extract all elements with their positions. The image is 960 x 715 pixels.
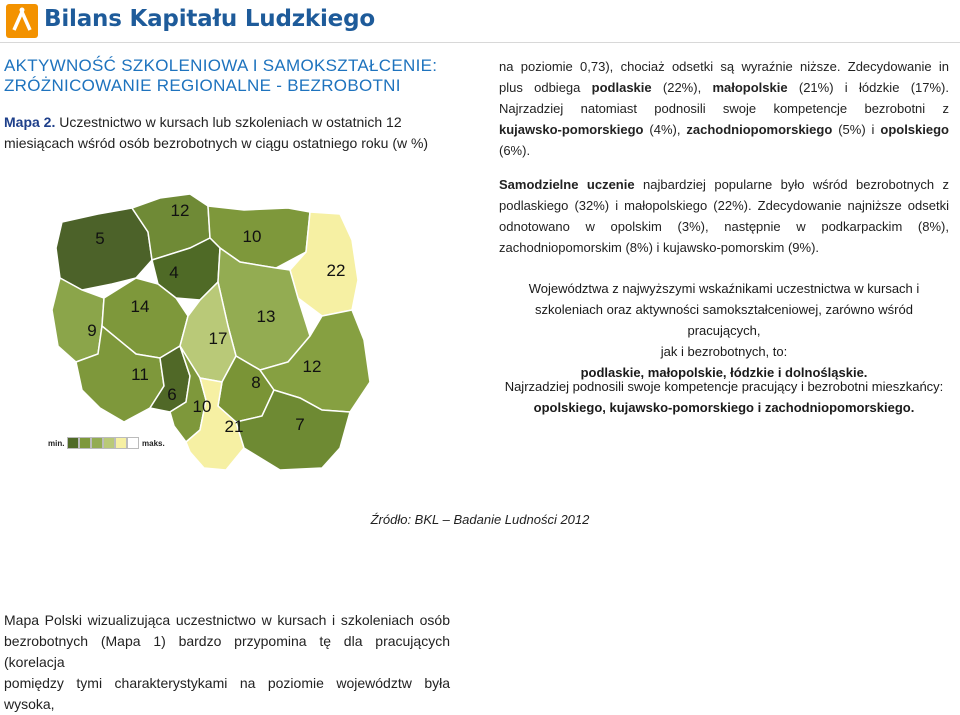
map-value-label: 10: [192, 397, 212, 416]
map-value-label: 5: [95, 229, 105, 248]
text-line: Województwa z najwyższymi wskaźnikami uczestnictwa w kursach i: [528, 281, 920, 296]
text-fragment: (21%) i łódzkie (17%).: [787, 80, 949, 95]
region-name-bold: zachodniopomorskiego: [686, 122, 833, 137]
poland-map: [40, 186, 420, 476]
text-line-bold: podlaskie, małopolskie, łódzkie i dolnośląskie.: [580, 365, 868, 380]
region-name-bold: małopolskie: [712, 80, 788, 95]
paragraph-bottom: [4, 610, 450, 715]
region-lubuskie: [52, 278, 104, 362]
legend-swatch: [91, 437, 103, 449]
map-value-label: 14: [130, 297, 150, 316]
text-fragment: (4%),: [643, 122, 687, 137]
legend-swatch: [79, 437, 91, 449]
text-line: Mapa Polski wizualizująca uczestnictwo w kursach i szkoleniach osób: [4, 612, 450, 628]
map-value-label: 10: [242, 227, 262, 246]
map-value-label: 21: [224, 417, 244, 436]
header: [0, 0, 960, 44]
text-line: na poziomie 0,73), chociaż odsetki są wyraźnie niższe. Zdecydowanie in: [499, 59, 949, 74]
text-fragment: plus odbiega: [499, 80, 592, 95]
text-line: pomiędzy tymi charakterystykami na poziomie województw była wysoka,: [4, 675, 450, 712]
map-value-label: 9: [87, 321, 97, 340]
map-value-label: 4: [169, 263, 179, 282]
text-line: Najrzadziej podnosili swoje kompetencje pracujący i bezrobotni mieszkańcy:: [504, 379, 944, 394]
legend-min-label: min.: [48, 439, 65, 448]
region-name-bold: kujawsko-pomorskiego: [499, 122, 644, 137]
legend-swatch: [67, 437, 79, 449]
paragraph-self-learning: [499, 174, 949, 258]
map-caption-label: Mapa 2.: [4, 114, 56, 130]
legend-swatch: [127, 437, 139, 449]
text-line: [499, 174, 949, 195]
map-value-label: 12: [302, 357, 322, 376]
source-note: Źródło: BKL – Badanie Ludności 2012: [370, 512, 590, 527]
text-fragment: najbardziej popularne było wśród bezrobotnych z: [634, 177, 949, 192]
text-line: (6%).: [499, 143, 531, 158]
map-value-label: 17: [208, 329, 228, 348]
map-value-label: 22: [326, 261, 346, 280]
highlight-box-top: [499, 278, 949, 383]
map-value-label: 8: [251, 373, 261, 392]
site-title[interactable]: Bilans Kapitału Ludzkiego: [44, 6, 375, 32]
term-bold: Samodzielne uczenie: [499, 177, 635, 192]
map-value-label: 7: [295, 415, 305, 434]
text-line: bezrobotnych (Mapa 1) bardzo przypomina tę dla pracujących (korelacja: [4, 633, 450, 670]
text-line: podlaskiego (32%) i małopolskiego (22%). Zdecydowanie najniższe odsetki: [499, 198, 949, 213]
legend-swatch: [103, 437, 115, 449]
text-line: [499, 119, 949, 140]
text-line: [499, 77, 949, 98]
text-line: Najrzadziej natomiast podnosili swoje kompetencje bezrobotni z: [499, 101, 949, 116]
map-value-label: 12: [170, 201, 190, 220]
text-line-bold: opolskiego, kujawsko-pomorskiego i zachodniopomorskiego.: [533, 400, 915, 415]
legend-max-label: maks.: [142, 439, 165, 448]
text-line: jak i bezrobotnych, to:: [660, 344, 788, 359]
map-value-label: 11: [131, 365, 149, 384]
map-caption: [4, 112, 444, 154]
text-fragment: (22%),: [651, 80, 713, 95]
region-name-bold: podlaskie: [591, 80, 652, 95]
text-line: zachodniopomorskim (8%) i kujawsko-pomorskim (9%).: [499, 240, 820, 255]
map-value-label: 6: [167, 385, 177, 404]
header-divider: [0, 42, 960, 43]
text-line: odnotowano w opolskim (3%), następnie w podkarpackim (8%),: [499, 219, 949, 234]
section-title: [4, 56, 474, 96]
region-name-bold: opolskiego: [880, 122, 949, 137]
legend-swatch: [115, 437, 127, 449]
poland-map-svg: [40, 186, 420, 476]
bkl-logo-icon: [6, 4, 38, 38]
highlight-box-bottom: [499, 376, 949, 418]
legend-swatches: [67, 437, 139, 449]
section-title-line: ZRÓŻNICOWANIE REGIONALNE - BEZROBOTNI: [4, 76, 401, 95]
text-line: szkoleniach oraz aktywności samokształceniowej, zarówno wśród pracujących,: [535, 302, 913, 338]
map-value-label: 13: [256, 307, 276, 326]
paragraph-intro: [499, 56, 949, 161]
text-fragment: (5%) i: [832, 122, 881, 137]
map-caption-text: Uczestnictwo w kursach lub szkoleniach w ostatnich 12 miesiącach wśród osób bezrobotnych w ciągu ostatniego roku (w %): [4, 114, 429, 151]
section-title-line: AKTYWNOŚĆ SZKOLENIOWA I SAMOKSZTAŁCENIE:: [4, 56, 438, 75]
